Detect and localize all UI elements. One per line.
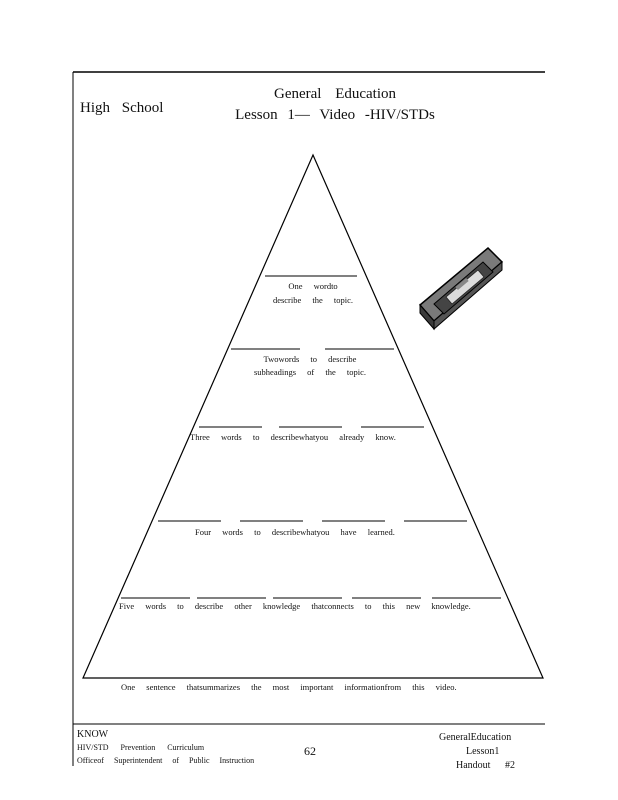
course-title: General Education (273, 86, 397, 102)
level2-prompt-line2: subheadings of the topic. (254, 367, 366, 377)
level3-prompt: Three words to describewhatyou already know. (190, 432, 396, 442)
level1-prompt-line2: describe the topic. (272, 295, 354, 305)
footer-course: GeneralEducation (439, 732, 512, 743)
summary-prompt: One sentence thatsummarizes the most important informationfrom this video. (121, 682, 457, 692)
level2-prompt-line1: Twowords to describe (263, 354, 357, 364)
footer-office: Officeof Superintendent of Public Instruction (77, 756, 255, 765)
lesson-title: Lesson 1— Video -HIV/STDs (235, 107, 435, 123)
page-number: 62 (304, 744, 316, 758)
school-level-label: High School (80, 100, 164, 116)
footer-lesson: Lesson1 (466, 746, 500, 757)
footer-handout: Handout #2 (456, 760, 515, 771)
level1-prompt-line1: One wordto (288, 281, 338, 291)
level4-prompt: Four words to describewhatyou have learned. (195, 527, 395, 537)
footer-know: KNOW (77, 729, 109, 740)
level5-prompt: Five words to describe other knowledge thatconnects to this new knowledge. (119, 601, 471, 611)
video-cassette-icon (420, 248, 502, 329)
footer-curriculum: HIV/STD Prevention Curriculum (77, 743, 205, 752)
pyramid-outline (83, 155, 543, 678)
